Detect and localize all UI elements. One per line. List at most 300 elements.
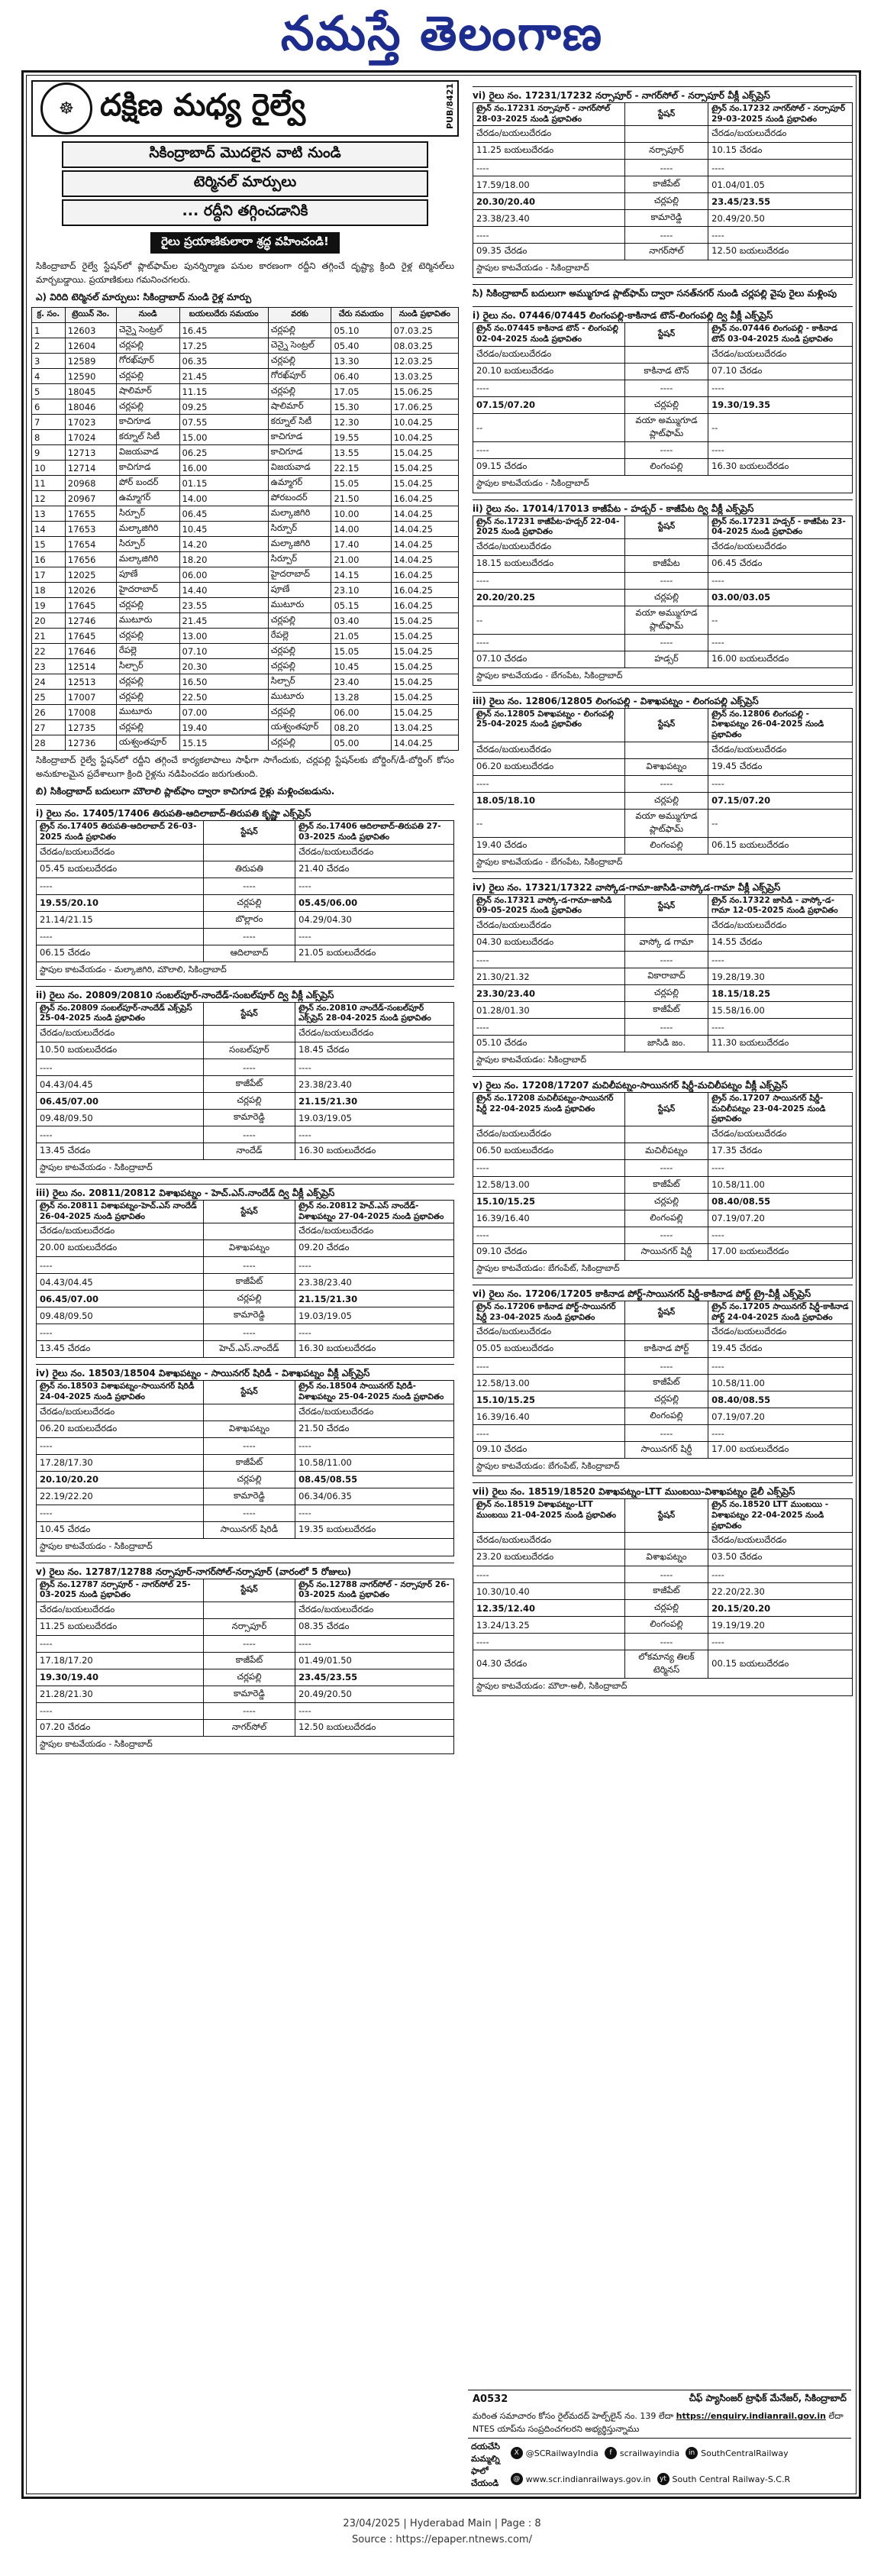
table-cell: 16.00 [179, 461, 268, 476]
enquiry-link[interactable]: https://enquiry.indianrail.gov.in [676, 2411, 826, 2421]
schedule-cell: సాయినగర్ షిర్డీ [624, 1442, 708, 1459]
schedule-cell: ---- [203, 928, 295, 945]
schedule-cell: చేరడం/బయలుదేరడం [473, 126, 625, 143]
schedule-cell: 10.45 చేరడం [37, 1521, 204, 1538]
table-cell: 18.20 [179, 552, 268, 567]
station-header: స్టేషన్ [624, 708, 708, 742]
schedule-row [473, 1243, 853, 1260]
schedule-cell: 21.05 బయలుదేరడం [295, 945, 454, 962]
schedule-row [37, 1686, 454, 1702]
railway-advertisement [21, 70, 861, 2499]
train-schedule-section [36, 1184, 454, 1358]
table-cell: 16.04.25 [391, 491, 458, 506]
schedule-cell: ---- [473, 1425, 625, 1442]
table-cell: 17007 [65, 690, 116, 705]
schedule-row [473, 758, 853, 775]
schedule-cell: 14.55 చేరడం [708, 935, 853, 952]
schedule-cell: చేరడం/బయలుదేరడం [708, 1324, 853, 1341]
table-cell: 12.30 [331, 415, 391, 430]
train-up-header: ట్రైన్ నం.20812 హెచ్.ఎస్ నాందేడ్-విశాఖపట్నం 27-04-2025 నుండి ప్రభావితం [295, 1201, 454, 1223]
schedule-cell: చేరడం/బయలుదేరడం [708, 1126, 853, 1143]
table-cell: 17646 [65, 644, 116, 659]
schedule-cell: ---- [203, 1257, 295, 1274]
schedule-cell: కాజీపేట్ [203, 1652, 295, 1669]
table-cell: చర్లపల్లి [268, 659, 331, 674]
table-cell: చర్లపల్లి [116, 338, 179, 354]
schedule-cell: లోకమాన్య తిలక్ టెర్మినస్ [624, 1650, 708, 1679]
table-cell: 21.00 [331, 552, 391, 567]
social-handle[interactable] [511, 2443, 598, 2463]
schedule-row [473, 413, 853, 441]
table-cell: 17645 [65, 629, 116, 644]
schedule-cell: 17.35 చేరడం [708, 1143, 853, 1159]
schedule-cell: 06.15 బయలుదేరడం [708, 837, 853, 854]
schedule-cell: ---- [624, 380, 708, 396]
schedule-cell: -- [473, 413, 625, 441]
schedule-row [473, 651, 853, 667]
table-cell: 12713 [65, 445, 116, 461]
table-cell: 4 [32, 369, 66, 384]
schedule-row [473, 952, 853, 968]
schedule-cell: ---- [624, 1019, 708, 1036]
schedule-cell: 23.45/23.55 [708, 193, 853, 210]
train-up-header: ట్రైన్ నం.12806 లింగంపల్లి - విశాఖపట్నం 26-04-2025 నుండి ప్రభావితం [708, 708, 853, 742]
social-handle[interactable] [511, 2469, 651, 2489]
schedule-cell: కాజీపేట్ [624, 1375, 708, 1391]
table-row [32, 399, 459, 415]
table-cell: 17.40 [331, 537, 391, 552]
follow-label: దయచేసి మమ్మల్ని ఫాలో చేయండి [471, 2442, 500, 2488]
schedule-cell: మచిలీపట్నం [624, 1143, 708, 1159]
schedule-cell: -- [473, 606, 625, 634]
left-schedules [31, 804, 459, 1753]
schedule-cell: చేరడం/బయలుదేరడం [473, 538, 625, 555]
social-handle[interactable] [605, 2443, 679, 2463]
schedule-row [473, 458, 853, 475]
schedule-cell: 23.20 బయలుదేరడం [473, 1550, 625, 1566]
schedule-cell: 11.25 బయలుదేరడం [37, 1618, 204, 1635]
schedule-row [473, 1227, 853, 1243]
schedule-cell: -- [473, 809, 625, 837]
schedule-cell: ---- [37, 1437, 204, 1454]
handle-text: South Central Railway-S.C.R [672, 2474, 791, 2484]
headline-banner [39, 141, 451, 226]
masthead [0, 0, 884, 70]
stops-note: స్టాపుల కాటవేయడం - మల్కాజిగిరి, మౌలాలి, సికింద్రాబాద్ [36, 962, 454, 980]
schedule-cell: ---- [203, 1059, 295, 1076]
schedule-cell: 04.29/04.30 [295, 911, 454, 928]
schedule-cell: 19.03/19.05 [295, 1110, 454, 1126]
schedule-cell: ---- [708, 380, 853, 396]
left-column [31, 80, 459, 1754]
schedule-cell: 08.45/08.55 [295, 1471, 454, 1488]
schedule-table [473, 516, 853, 668]
schedule-cell: 19.28/19.30 [708, 968, 853, 985]
schedule-cell: లింగంపల్లి [624, 458, 708, 475]
social-handles [511, 2443, 847, 2489]
table-cell: మల్కాజిగిరి [116, 522, 179, 537]
table-row [32, 629, 459, 644]
table-cell: చర్లపల్లి [268, 354, 331, 369]
table-cell: 15.04.25 [391, 613, 458, 629]
section-title: i) రైలు నం. 17405/17406 తిరుపతి-ఆదిలాబాద్-తిరుపతి కృష్ణా ఎక్స్‌ప్రెస్ [36, 804, 454, 820]
schedule-cell: కాజీపేట్ [203, 1076, 295, 1093]
table-cell: 28 [32, 735, 66, 751]
table-cell: 15.05 [331, 476, 391, 491]
section-title: ii) రైలు నం. 17014/17013 కాజీపేట - హడ్సర్ - కాజీపేట ద్వి వీక్లీ ఎక్స్‌ప్రెస్ [473, 499, 853, 516]
table-cell: 12714 [65, 461, 116, 476]
train-schedule-section [36, 986, 454, 1178]
schedule-cell: 19.30/19.35 [708, 396, 853, 413]
schedule-row [473, 1391, 853, 1408]
schedule-row [37, 1602, 454, 1618]
schedule-cell: చేరడం/బయలుదేరడం [295, 1223, 454, 1240]
indian-railways-logo-icon: ☸ [40, 82, 92, 134]
schedule-row [473, 538, 853, 555]
schedule-cell: చేరడం/బయలుదేరడం [37, 1223, 204, 1240]
schedule-cell: ---- [37, 1505, 204, 1521]
schedule-cell: చర్లపల్లి [203, 894, 295, 911]
table-cell: 01.15 [179, 476, 268, 491]
table-cell: 14.00 [179, 491, 268, 506]
schedule-row [473, 1533, 853, 1550]
table-header-cell: చేరు సమయం [331, 308, 391, 323]
stops-note: స్టాపుల కాటవేయడం - సికింద్రాబాద్ [473, 260, 853, 278]
schedule-header-row [473, 516, 853, 538]
social-handle[interactable] [657, 2469, 791, 2489]
train-down-header: ట్రైన్ నం.12787 నర్సాపూర్ - నాగర్‌సోల్ 25-03-2025 నుండి ప్రభావితం [37, 1579, 204, 1602]
schedule-cell: చేరడం/బయలుదేరడం [473, 1533, 625, 1550]
ad-footer [468, 2390, 851, 2489]
section-title: i) రైలు నం. 07446/07445 లింగంపల్లి-కాకినాడ టౌన్-లింగంపల్లి ద్వి వీక్లీ ఎక్స్‌ప్రెస్ [473, 306, 853, 322]
section-title: v) రైలు నం. 17208/17207 మచిలీపట్నం-సాయినగర్ షిర్డీ-మచిలీపట్నం వీక్లీ ఎక్స్‌ప్రెస్ [473, 1076, 853, 1092]
schedule-cell: 09.20 చేరడం [295, 1240, 454, 1257]
schedule-row [37, 1291, 454, 1307]
schedule-cell: 16.00 బయలుదేరడం [708, 651, 853, 667]
schedule-cell: ---- [37, 1126, 204, 1143]
schedule-row [37, 1505, 454, 1521]
schedule-cell: ---- [473, 952, 625, 968]
schedule-cell: 21.28/21.30 [37, 1686, 204, 1702]
table-cell: ఉమ్మాగర్ [116, 491, 179, 506]
table-cell: 15 [32, 537, 66, 552]
table-row [32, 690, 459, 705]
schedule-row [473, 1566, 853, 1583]
schedule-row [37, 1404, 454, 1421]
schedule-cell: -- [708, 606, 853, 634]
schedule-cell: 12.58/13.00 [473, 1375, 625, 1391]
schedule-cell: ---- [37, 1635, 204, 1652]
social-icon: X [511, 2447, 523, 2459]
schedule-table [473, 1301, 853, 1459]
station-header: స్టేషన్ [624, 1093, 708, 1126]
schedule-row [37, 1421, 454, 1437]
schedule-cell: నాగర్‌సోల్ [624, 244, 708, 260]
table-cell: 14.04.25 [391, 537, 458, 552]
schedule-cell: ---- [37, 1702, 204, 1719]
schedule-cell: చర్లపల్లి [203, 1669, 295, 1686]
table-cell: 15.04.25 [391, 705, 458, 720]
schedule-row [37, 878, 454, 894]
table-cell: 1 [32, 323, 66, 338]
schedule-cell: 22.20/22.30 [708, 1583, 853, 1600]
table-cell: 22 [32, 644, 66, 659]
stops-note: స్టాపుల కాటవేయడం - సికింద్రాబాద్ [36, 1160, 454, 1178]
train-up-header: ట్రైన్ నం.17322 జాసిడి - వాస్కో-డ-గామా 12-05-2025 నుండి ప్రభావితం [708, 894, 853, 917]
table-row [32, 674, 459, 690]
schedule-cell: 05.45/06.00 [295, 894, 454, 911]
schedule-cell: ---- [708, 1358, 853, 1375]
schedule-cell: ---- [473, 775, 625, 792]
schedule-cell: ---- [473, 634, 625, 651]
schedule-cell [624, 1126, 708, 1143]
schedule-cell: చర్లపల్లి [624, 589, 708, 606]
schedule-cell: 10.58/11.00 [708, 1375, 853, 1391]
schedule-cell: 04.30 బయలుదేరడం [473, 935, 625, 952]
table-cell: 12513 [65, 674, 116, 690]
schedule-row [473, 160, 853, 176]
schedule-cell: ---- [708, 775, 853, 792]
schedule-cell: ---- [624, 634, 708, 651]
schedule-cell: ---- [473, 1227, 625, 1243]
table-cell: 17.06.25 [391, 399, 458, 415]
section-title: iii) రైలు నం. 12806/12805 లింగంపల్లి - విశాఖపట్నం - లింగంపల్లి ఎక్స్‌ప్రెస్ [473, 692, 853, 708]
schedule-cell: 09.48/09.50 [37, 1110, 204, 1126]
table-cell: పోర్ బందర్ [116, 476, 179, 491]
schedule-row [473, 380, 853, 396]
table-cell: పోరబందర్ [268, 491, 331, 506]
schedule-cell: బొల్లారం [203, 911, 295, 928]
section-title: సి) సికింద్రాబాద్ బదులుగా అమ్ముగూడ ప్లాట్‌ఫామ్ ద్వారా సనత్‌నగర్ నుండి చర్లపల్లి వైపు రైలు మళ్లింపు [473, 284, 853, 300]
table-cell: 13.00 [179, 629, 268, 644]
schedule-cell: 08.40/08.55 [708, 1391, 853, 1408]
table-cell: 23.10 [331, 583, 391, 598]
schedule-row [473, 441, 853, 458]
station-header: స్టేషన్ [203, 1381, 295, 1404]
table-cell: ముటూరు [268, 598, 331, 613]
table-cell: 15.04.25 [391, 461, 458, 476]
schedule-cell: వయా అమ్ముగూడ ప్లాట్‌ఫామ్ [624, 809, 708, 837]
table-cell: 13.28 [331, 690, 391, 705]
schedule-cell: 17.28/17.30 [37, 1454, 204, 1471]
table-cell: విజయవాడ [116, 445, 179, 461]
station-header: స్టేషన్ [203, 1579, 295, 1602]
social-handle[interactable] [686, 2443, 789, 2463]
schedule-cell: 15.10/15.25 [473, 1391, 625, 1408]
schedule-cell: ---- [624, 1358, 708, 1375]
schedule-cell: 01.49/01.50 [295, 1652, 454, 1669]
schedule-cell: ---- [624, 572, 708, 589]
schedule-cell: 18.15/18.25 [708, 985, 853, 1002]
schedule-cell: లింగంపల్లి [624, 1408, 708, 1425]
schedule-row [473, 143, 853, 160]
schedule-cell: 08.40/08.55 [708, 1193, 853, 1210]
train-schedule-section [473, 1482, 853, 1696]
schedule-cell: ---- [708, 572, 853, 589]
schedule-cell: ---- [624, 1425, 708, 1442]
schedule-cell: లింగంపల్లి [624, 1617, 708, 1634]
table-row [32, 323, 459, 338]
schedule-cell: 10.58/11.00 [295, 1454, 454, 1471]
table-cell: 13.30 [331, 354, 391, 369]
table-row [32, 598, 459, 613]
schedule-cell: 05.45 బయలుదేరడం [37, 861, 204, 878]
schedule-cell: 09.10 చేరడం [473, 1442, 625, 1459]
schedule-cell: ---- [295, 1324, 454, 1341]
schedule-cell: ---- [624, 1566, 708, 1583]
banner-line: టెర్మినల్ మార్పులు [62, 170, 428, 197]
schedule-cell: 21.30/21.32 [473, 968, 625, 985]
schedule-row [473, 1650, 853, 1679]
table-cell: 15.06.25 [391, 384, 458, 399]
schedule-table [473, 708, 853, 855]
table-row [32, 659, 459, 674]
train-up-header: ట్రైన్ నం.17231 హడ్సర్ - కాజీపేట 23-04-2025 నుండి ప్రభావితం [708, 516, 853, 538]
schedule-cell: ---- [203, 878, 295, 894]
train-down-header: ట్రైన్ నం.17208 మచిలీపట్నం-సాయినగర్ షిర్డీ 22-04-2025 నుండి ప్రభావితం [473, 1093, 625, 1126]
schedule-cell: ---- [624, 227, 708, 244]
table-cell: 07.55 [179, 415, 268, 430]
table-cell: 21.05 [331, 629, 391, 644]
banner-line: సికింద్రాబాద్ మొదలైన వాటి నుండి [62, 141, 428, 168]
table-row [32, 354, 459, 369]
schedule-row [473, 1634, 853, 1650]
schedule-cell: 22.19/22.20 [37, 1488, 204, 1505]
table-cell: మల్కాజిగిరి [268, 537, 331, 552]
schedule-cell [203, 1223, 295, 1240]
train-down-header: ట్రైన్ నం.17231 కాజీపేట-హడ్సర్ 22-04-2025 నుండి ప్రభావితం [473, 516, 625, 538]
table-cell: కర్నూల్ సిటీ [268, 415, 331, 430]
table-cell: యశ్వంతపూర్ [268, 720, 331, 735]
section-title: vii) రైలు నం. 18519/18520 విశాఖపట్నం-LTT ముంబయి-విశాఖపట్నం డైలీ ఎక్స్‌ప్రెస్ [473, 1482, 853, 1498]
schedule-cell: కాజీపేట్ [624, 1176, 708, 1193]
schedule-row [473, 210, 853, 227]
schedule-row [37, 1702, 454, 1719]
schedule-cell: 06.20 బయలుదేరడం [37, 1421, 204, 1437]
schedule-row [37, 1437, 454, 1454]
schedule-cell: 03.00/03.05 [708, 589, 853, 606]
enquiry-notice: మరింత సమాచారం కోసం రైల్‌మదద్ హెల్ప్‌లైన్ నం. 139 లేదా https://enquiry.indianrail.gov.in లేదా NTES యాప్‌ను సంప్రదించగలరని అభ్యర్థిస్తున్నాము [473, 2411, 844, 2434]
schedule-row [473, 935, 853, 952]
schedule-row [37, 1471, 454, 1488]
schedule-cell: కాకినాడ టౌన్ [624, 363, 708, 380]
schedule-cell: ---- [295, 1702, 454, 1719]
table-cell: 10.45 [331, 659, 391, 674]
schedule-cell: ---- [708, 227, 853, 244]
schedule-cell: చర్లపల్లి [203, 1093, 295, 1110]
station-header: స్టేషన్ [624, 516, 708, 538]
newspaper-title: నమస్తే తెలంగాణ [280, 5, 604, 61]
schedule-cell: చేరడం/బయలుదేరడం [295, 1404, 454, 1421]
table-cell: 8 [32, 430, 66, 445]
schedule-cell: చేరడం/బయలుదేరడం [295, 1602, 454, 1618]
schedule-cell: ---- [624, 160, 708, 176]
schedule-header-row [37, 821, 454, 844]
table-cell: 17023 [65, 415, 116, 430]
schedule-row [37, 1488, 454, 1505]
table-cell: మల్కాజిగిరి [268, 506, 331, 522]
table-cell: 19 [32, 598, 66, 613]
schedule-cell: తిరుపతి [203, 861, 295, 878]
social-icon: in [686, 2447, 698, 2459]
schedule-table [36, 1200, 454, 1358]
table-cell: 26 [32, 705, 66, 720]
table-cell: 16.04.25 [391, 583, 458, 598]
table-cell: పూణే [268, 583, 331, 598]
schedule-cell: చేరడం/బయలుదేరడం [37, 1602, 204, 1618]
schedule-cell: 15.58/16.00 [708, 1002, 853, 1019]
schedule-row [37, 1652, 454, 1669]
social-icon: f [605, 2447, 617, 2459]
schedule-row [473, 1617, 853, 1634]
table-cell: 19.40 [179, 720, 268, 735]
schedule-cell: 01.28/01.30 [473, 1002, 625, 1019]
stops-note: స్టాపుల కాటవేయడం - సికింద్రాబాద్ [36, 1539, 454, 1556]
train-up-header: ట్రైన్ నం.07446 లింగంపల్లి - కాకినాడ టౌన్ 03-04-2025 నుండి ప్రభావితం [708, 323, 853, 346]
table-cell: 15.00 [179, 430, 268, 445]
schedule-cell: ---- [295, 1635, 454, 1652]
schedule-table [473, 1092, 853, 1261]
schedule-cell: లింగంపల్లి [624, 1210, 708, 1227]
table-cell: 21.45 [179, 369, 268, 384]
schedule-cell: 16.30 బయలుదేరడం [295, 1341, 454, 1358]
schedule-row [473, 1442, 853, 1459]
table-cell: 08.20 [331, 720, 391, 735]
schedule-cell: 23.45/23.55 [295, 1669, 454, 1686]
stops-note: స్టాపుల కాటవేయడం - సికింద్రాబాద్ [36, 1737, 454, 1754]
table-row [32, 384, 459, 399]
schedule-cell: కామారెడ్డి [203, 1686, 295, 1702]
schedule-row [37, 1042, 454, 1059]
train-down-header: ట్రైన్ నం.17321 వాస్కో-డ-గామా-జాసిడి 09-05-2025 నుండి ప్రభావితం [473, 894, 625, 917]
table-cell: కాచిగూడ [116, 415, 179, 430]
schedule-row [473, 634, 853, 651]
train-down-header: ట్రైన్ నం.12805 విశాఖపట్నం - లింగంపల్లి 25-04-2025 నుండి ప్రభావితం [473, 708, 625, 742]
schedule-row [473, 227, 853, 244]
table-cell: చర్లపల్లి [116, 674, 179, 690]
schedule-cell: చేరడం/బయలుదేరడం [708, 346, 853, 363]
schedule-cell: 06.45 చేరడం [708, 555, 853, 572]
schedule-table [473, 322, 853, 475]
table-cell: 14 [32, 522, 66, 537]
schedule-row [473, 606, 853, 634]
table-cell: చర్లపల్లి [268, 735, 331, 751]
stops-note: స్టాపుల కాటవేయడం: బేగంపేట్, సికింద్రాబాద్ [473, 1459, 853, 1476]
schedule-header-row [473, 103, 853, 126]
schedule-cell: ---- [473, 1358, 625, 1375]
table-cell: కాచిగూడ [116, 461, 179, 476]
schedule-row [473, 809, 853, 837]
table-cell: హైదరాబాద్ [116, 583, 179, 598]
schedule-cell: 05.10 చేరడం [473, 1036, 625, 1052]
schedule-row [473, 1002, 853, 1019]
schedule-row [473, 1210, 853, 1227]
schedule-cell: 21.50 చేరడం [295, 1421, 454, 1437]
schedule-cell: లింగంపల్లి [624, 837, 708, 854]
schedule-cell: 17.18/17.20 [37, 1652, 204, 1669]
schedule-cell: ---- [203, 1505, 295, 1521]
schedule-row [473, 985, 853, 1002]
train-schedule-section [473, 692, 853, 872]
schedule-row [37, 945, 454, 962]
schedule-row [37, 1076, 454, 1093]
train-down-header: ట్రైన్ నం.18519 విశాఖపట్నం-LTT ముంబయి 21-04-2025 నుండి ప్రభావితం [473, 1499, 625, 1533]
part-b-title: బి) సికింద్రాబాద్ బదులుగా మౌలాలి ప్లాట్‌ఫాం ద్వారా కాచిగూడ రైళ్లు మళ్లించబడును. [36, 785, 335, 797]
table-cell: గోరఖ్‌పూర్ [116, 354, 179, 369]
schedule-row [37, 911, 454, 928]
schedule-cell: 21.40 చేరడం [295, 861, 454, 878]
schedule-cell: 21.14/21.15 [37, 911, 204, 928]
